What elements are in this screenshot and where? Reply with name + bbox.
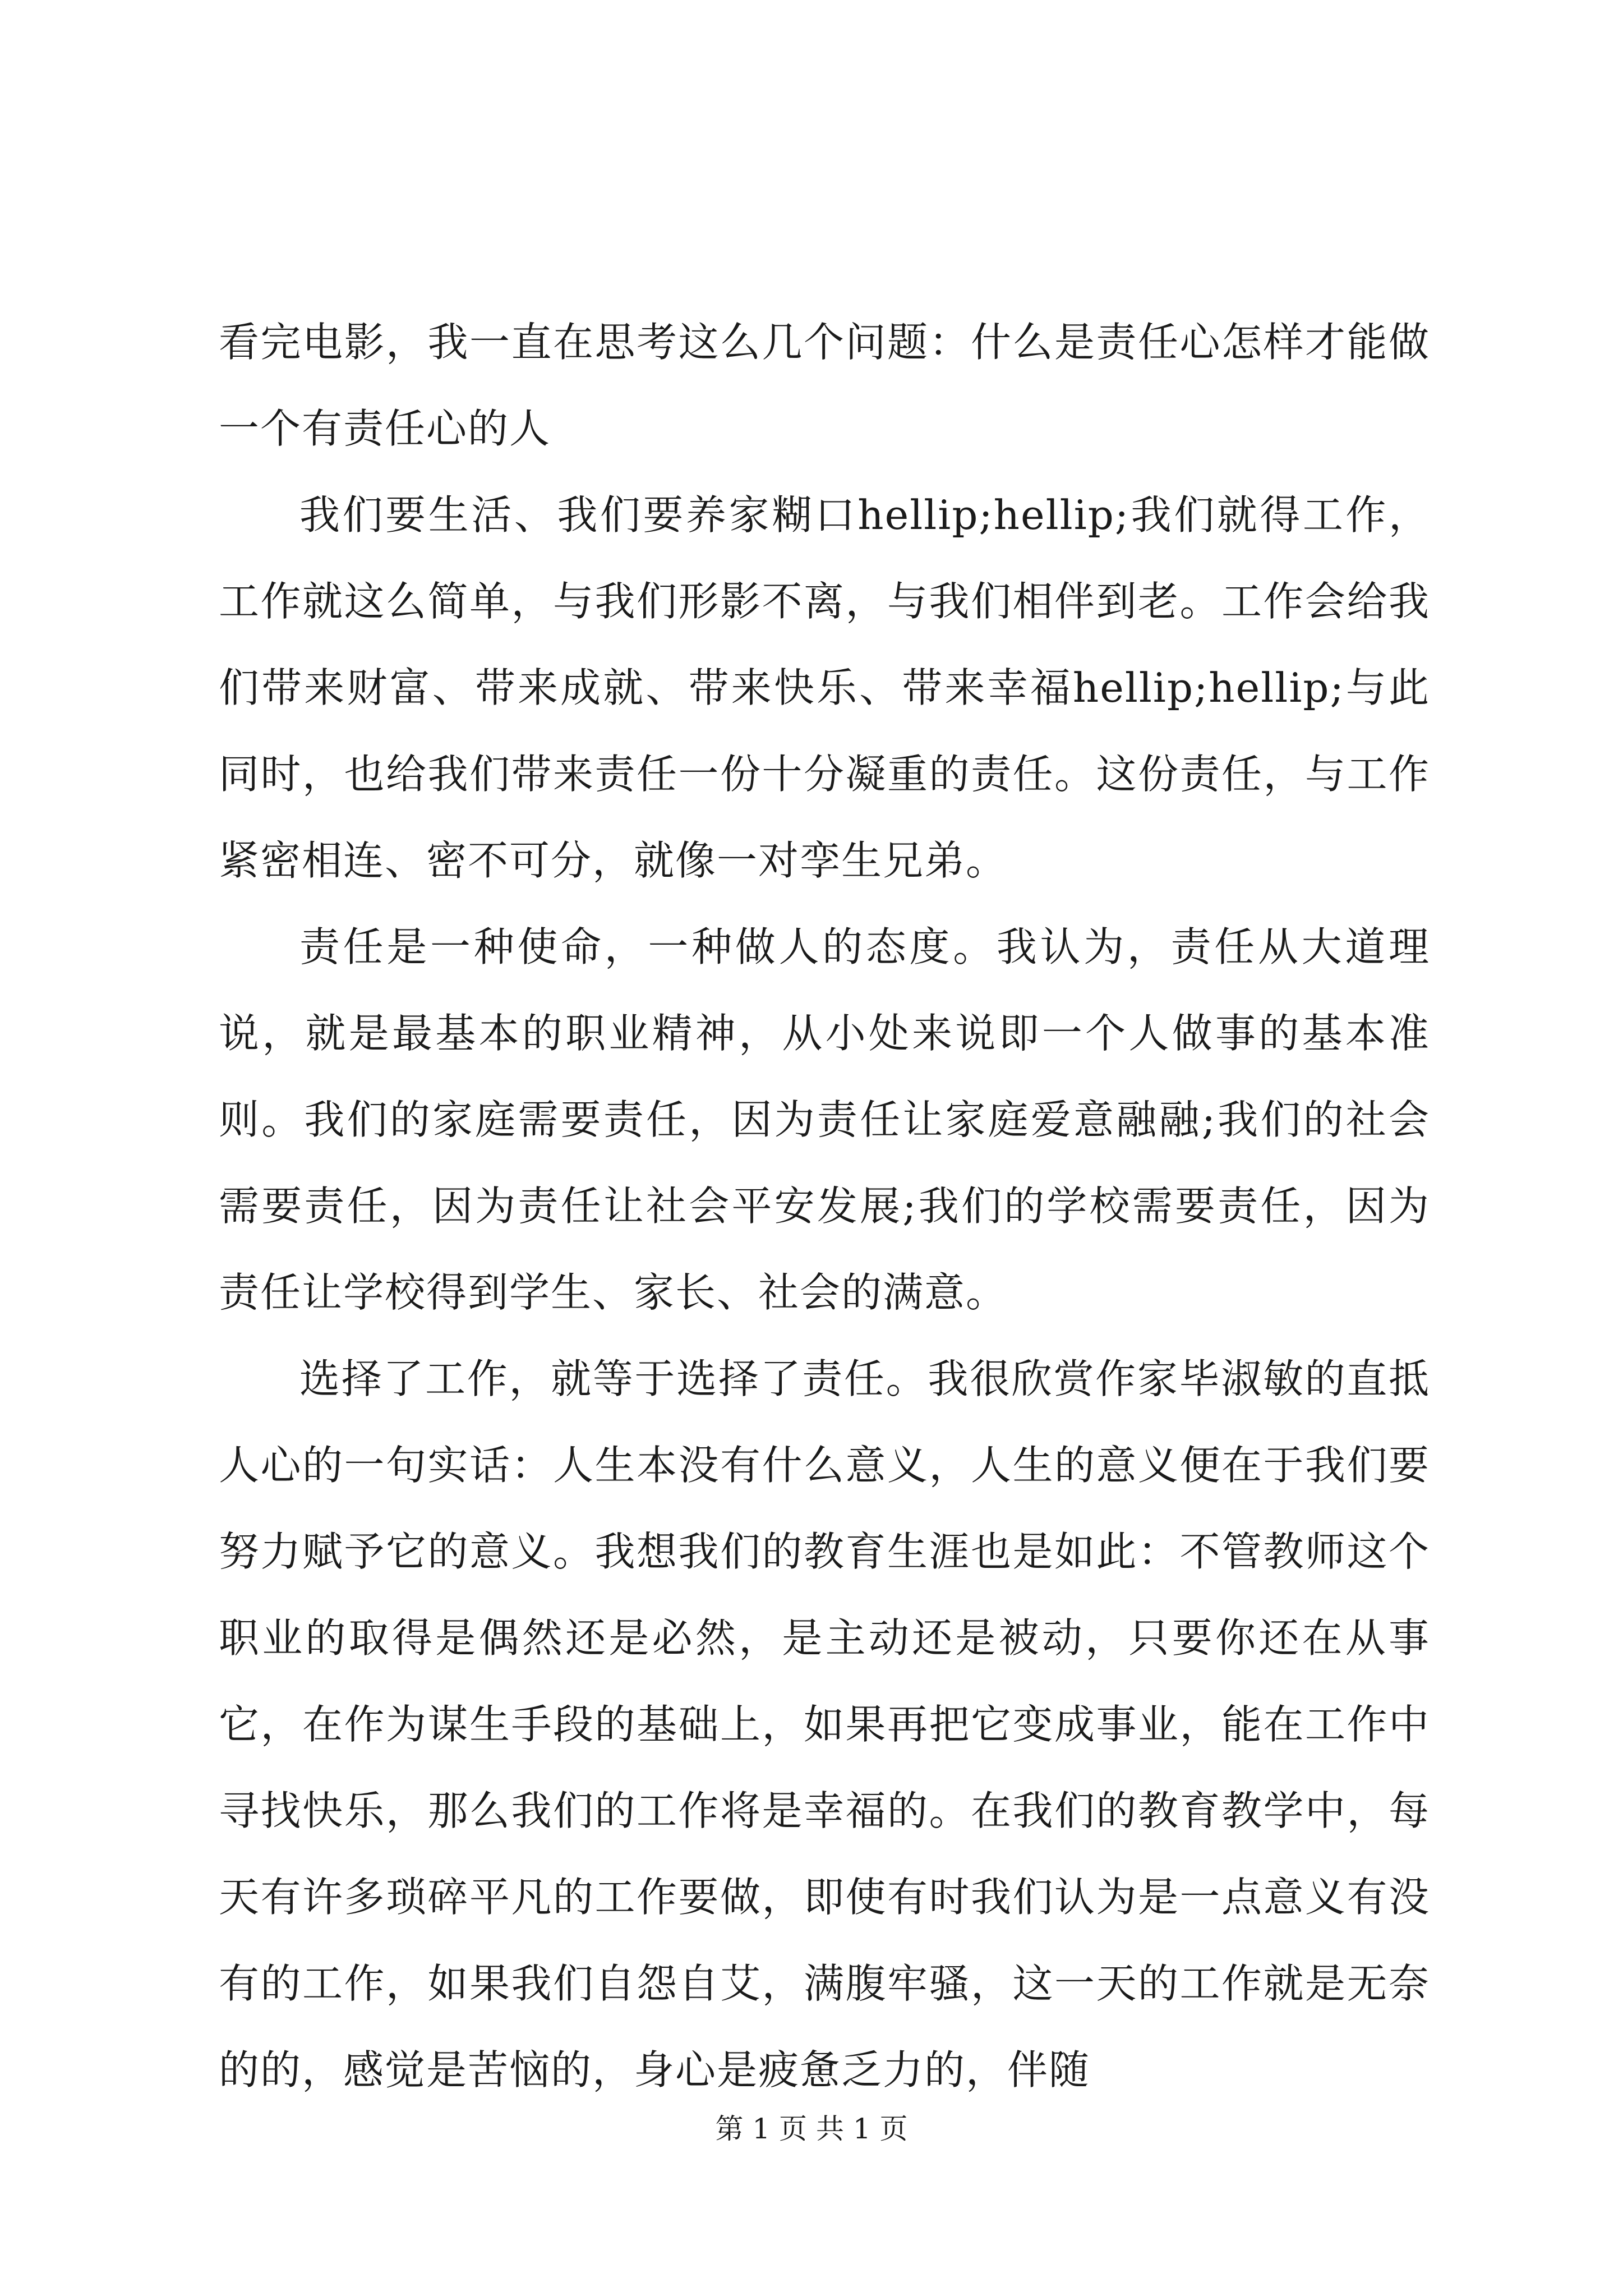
paragraph-3: 责任是一种使命，一种做人的态度。我认为，责任从大道理说，就是最基本的职业精神，从小处来说即一个人做事的基本准则。我们的家庭需要责任，因为责任让家庭爱意融融;我们的社会需要责任，因为责任让社会平安发展;我们的学校需要责任，因为责任让学校得到学生、家长、社会的满意。 <box>219 923 1430 1316</box>
paragraph-2: 我们要生活、我们要养家糊口hellip;hellip;我们就得工作，工作就这么简单，与我们形影不离，与我们相伴到老。工作会给我们带来财富、带来成就、带来快乐、带来幸福hellip;hellip;与此同时，也给我们带来责任一份十分凝重的责任。这份责任，与工作紧密相连、密不可分，就像一对孪生兄弟。 <box>219 491 1430 884</box>
document-body <box>219 299 1430 2113</box>
page-footer: 第 1 页 共 1 页 <box>715 2113 908 2145</box>
paragraph-4: 选择了工作，就等于选择了责任。我很欣赏作家毕淑敏的直抵人心的一句实话：人生本没有什么意义，人生的意义便在于我们要努力赋予它的意义。我想我们的教育生涯也是如此：不管教师这个职业的取得是偶然还是必然，是主动还是被动，只要你还在从事它，在作为谋生手段的基础上，如果再把它变成事业，能在工作中寻找快乐，那么我们的工作将是幸福的。在我们的教育教学中，每天有许多琐碎平凡的工作要做，即使有时我们认为是一点意义有没有的工作，如果我们自怨自艾，满腹牢骚，这一天的工作就是无奈的的，感觉是苦恼的，身心是疲惫乏力的，伴随 <box>219 1355 1430 2093</box>
paragraph-1: 看完电影，我一直在思考这么几个问题：什么是责任心怎样才能做一个有责任心的人 <box>219 319 1430 452</box>
